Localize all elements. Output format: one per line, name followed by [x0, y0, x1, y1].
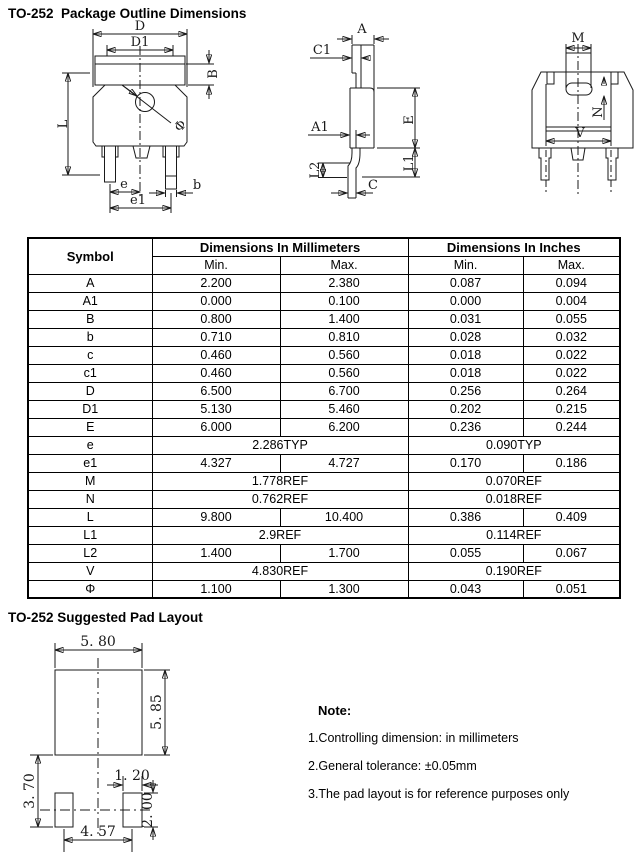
front-view-drawing [56, 19, 221, 213]
table-cell-symbol: b [28, 328, 152, 346]
page-title-outline: TO-252 Package Outline Dimensions [8, 6, 247, 21]
table-cell-mm_min: 6.000 [152, 418, 280, 436]
dimensions-table-body [28, 274, 620, 598]
table-cell-in_max: 0.051 [523, 580, 620, 598]
table-cell-in_max: 0.032 [523, 328, 620, 346]
table-row [28, 382, 620, 400]
table-cell-symbol: c1 [28, 364, 152, 382]
header-mm: Dimensions In Millimeters [152, 238, 408, 256]
dimensions-table [27, 237, 621, 599]
table-cell-symbol: Φ [28, 580, 152, 598]
header-in-max: Max. [523, 256, 620, 274]
pad-dim-offset: 3. 70 [22, 773, 38, 809]
table-cell-mm_min: 9.800 [152, 508, 280, 526]
table-cell-in_max: 0.215 [523, 400, 620, 418]
table-cell-mm_min: 0.000 [152, 292, 280, 310]
table-cell-mm_span: 2.9REF [152, 526, 408, 544]
table-cell-in_min: 0.043 [408, 580, 523, 598]
table-row [28, 454, 620, 472]
pad-dim-height: 5. 85 [149, 694, 165, 730]
table-cell-symbol: E [28, 418, 152, 436]
dim-label-b-lower: b [192, 178, 202, 193]
table-cell-mm_max: 0.560 [280, 346, 408, 364]
table-cell-mm_max: 2.380 [280, 274, 408, 292]
table-cell-mm_min: 6.500 [152, 382, 280, 400]
table-cell-mm_min: 1.400 [152, 544, 280, 562]
table-cell-symbol: A1 [28, 292, 152, 310]
dim-label-e: e [120, 177, 128, 192]
table-cell-symbol: B [28, 310, 152, 328]
table-cell-in_max: 0.264 [523, 382, 620, 400]
table-row [28, 418, 620, 436]
table-cell-mm_max: 6.700 [280, 382, 408, 400]
table-cell-symbol: N [28, 490, 152, 508]
table-cell-in_max: 0.022 [523, 346, 620, 364]
table-cell-in_max: 0.186 [523, 454, 620, 472]
table-cell-symbol: M [28, 472, 152, 490]
table-row [28, 490, 620, 508]
table-cell-in_span: 0.070REF [408, 472, 620, 490]
table-cell-in_min: 0.018 [408, 346, 523, 364]
dim-label-c: C [368, 178, 378, 193]
table-cell-mm_min: 2.200 [152, 274, 280, 292]
table-cell-mm_max: 0.100 [280, 292, 408, 310]
table-cell-mm_min: 0.460 [152, 346, 280, 364]
table-row [28, 580, 620, 598]
table-cell-mm_min: 0.460 [152, 364, 280, 382]
table-cell-mm_min: 0.800 [152, 310, 280, 328]
page-title-pad-layout: TO-252 Suggested Pad Layout [8, 610, 203, 625]
table-cell-in_min: 0.087 [408, 274, 523, 292]
dim-label-a1: A1 [311, 120, 329, 135]
table-cell-in_span: 0.090TYP [408, 436, 620, 454]
table-cell-mm_min: 1.100 [152, 580, 280, 598]
side-view-drawing [308, 22, 420, 198]
table-row [28, 346, 620, 364]
table-cell-mm_min: 4.327 [152, 454, 280, 472]
table-row [28, 526, 620, 544]
table-row [28, 292, 620, 310]
table-cell-in_max: 0.022 [523, 364, 620, 382]
table-row [28, 472, 620, 490]
header-mm-max: Max. [280, 256, 408, 274]
table-cell-in_min: 0.202 [408, 400, 523, 418]
table-cell-in_max: 0.094 [523, 274, 620, 292]
dim-label-v: V [575, 126, 585, 141]
table-cell-in_max: 0.004 [523, 292, 620, 310]
table-cell-mm_span: 2.286TYP [152, 436, 408, 454]
dim-label-b-upper: B [206, 69, 221, 79]
dim-label-l1: L1 [402, 154, 417, 172]
table-cell-mm_max: 0.560 [280, 364, 408, 382]
table-cell-in_min: 0.386 [408, 508, 523, 526]
dim-label-e-side: E [402, 115, 417, 125]
pad-dim-pad-width: 1. 20 [114, 768, 150, 784]
dim-label-m: M [571, 31, 585, 46]
table-cell-mm_max: 1.400 [280, 310, 408, 328]
table-cell-mm_span: 0.762REF [152, 490, 408, 508]
table-cell-symbol: c [28, 346, 152, 364]
table-cell-mm_span: 4.830REF [152, 562, 408, 580]
header-in-min: Min. [408, 256, 523, 274]
pad-dim-pitch: 4. 57 [80, 824, 116, 840]
table-cell-in_min: 0.170 [408, 454, 523, 472]
table-cell-mm_max: 1.300 [280, 580, 408, 598]
table-cell-in_min: 0.236 [408, 418, 523, 436]
table-cell-symbol: L2 [28, 544, 152, 562]
table-cell-mm_max: 6.200 [280, 418, 408, 436]
table-cell-in_span: 0.018REF [408, 490, 620, 508]
table-cell-in_min: 0.055 [408, 544, 523, 562]
back-view-drawing [532, 31, 633, 196]
table-cell-in_min: 0.028 [408, 328, 523, 346]
dim-label-n: N [591, 106, 606, 118]
table-cell-in_min: 0.000 [408, 292, 523, 310]
table-cell-in_max: 0.409 [523, 508, 620, 526]
table-cell-in_span: 0.114REF [408, 526, 620, 544]
table-row [28, 310, 620, 328]
note-item-1: 1.Controlling dimension: in millimeters [308, 731, 519, 745]
dim-label-c1: C1 [312, 43, 332, 58]
header-mm-min: Min. [152, 256, 280, 274]
table-cell-in_max: 0.067 [523, 544, 620, 562]
dim-label-a: A [357, 22, 367, 37]
table-cell-symbol: e [28, 436, 152, 454]
outline-drawings [0, 0, 642, 237]
table-cell-mm_max: 10.400 [280, 508, 408, 526]
note-item-2: 2.General tolerance: ±0.05mm [308, 759, 477, 773]
dim-label-phi: Φ [171, 117, 190, 136]
table-cell-mm_max: 0.810 [280, 328, 408, 346]
table-cell-mm_max: 4.727 [280, 454, 408, 472]
pad-dim-width: 5. 80 [80, 634, 116, 650]
table-cell-symbol: D [28, 382, 152, 400]
pad-dim-pad-height: 2. 00 [140, 792, 156, 828]
notes-title: Note: [318, 703, 352, 718]
table-cell-in_max: 0.055 [523, 310, 620, 328]
table-cell-mm_min: 5.130 [152, 400, 280, 418]
table-row [28, 562, 620, 580]
dim-label-l: L [56, 119, 71, 129]
table-cell-in_span: 0.190REF [408, 562, 620, 580]
table-cell-symbol: V [28, 562, 152, 580]
table-cell-mm_max: 1.700 [280, 544, 408, 562]
table-cell-mm_span: 1.778REF [152, 472, 408, 490]
table-row [28, 364, 620, 382]
header-inches: Dimensions In Inches [408, 238, 620, 256]
table-row [28, 508, 620, 526]
table-row [28, 436, 620, 454]
table-row [28, 328, 620, 346]
table-row [28, 544, 620, 562]
table-cell-symbol: e1 [28, 454, 152, 472]
dim-label-e1: e1 [130, 193, 146, 208]
table-row [28, 274, 620, 292]
dim-label-d1: D1 [130, 35, 150, 50]
table-cell-symbol: L1 [28, 526, 152, 544]
header-symbol: Symbol [28, 238, 152, 274]
table-cell-mm_max: 5.460 [280, 400, 408, 418]
note-item-3: 3.The pad layout is for reference purposes only [308, 787, 570, 801]
dim-label-l2: L2 [308, 161, 323, 179]
table-row [28, 400, 620, 418]
table-cell-symbol: A [28, 274, 152, 292]
table-header-row [28, 238, 620, 256]
table-cell-symbol: D1 [28, 400, 152, 418]
table-cell-mm_min: 0.710 [152, 328, 280, 346]
table-cell-in_min: 0.018 [408, 364, 523, 382]
dim-label-d: D [134, 19, 146, 34]
table-cell-in_max: 0.244 [523, 418, 620, 436]
table-cell-symbol: L [28, 508, 152, 526]
table-cell-in_min: 0.256 [408, 382, 523, 400]
table-cell-in_min: 0.031 [408, 310, 523, 328]
